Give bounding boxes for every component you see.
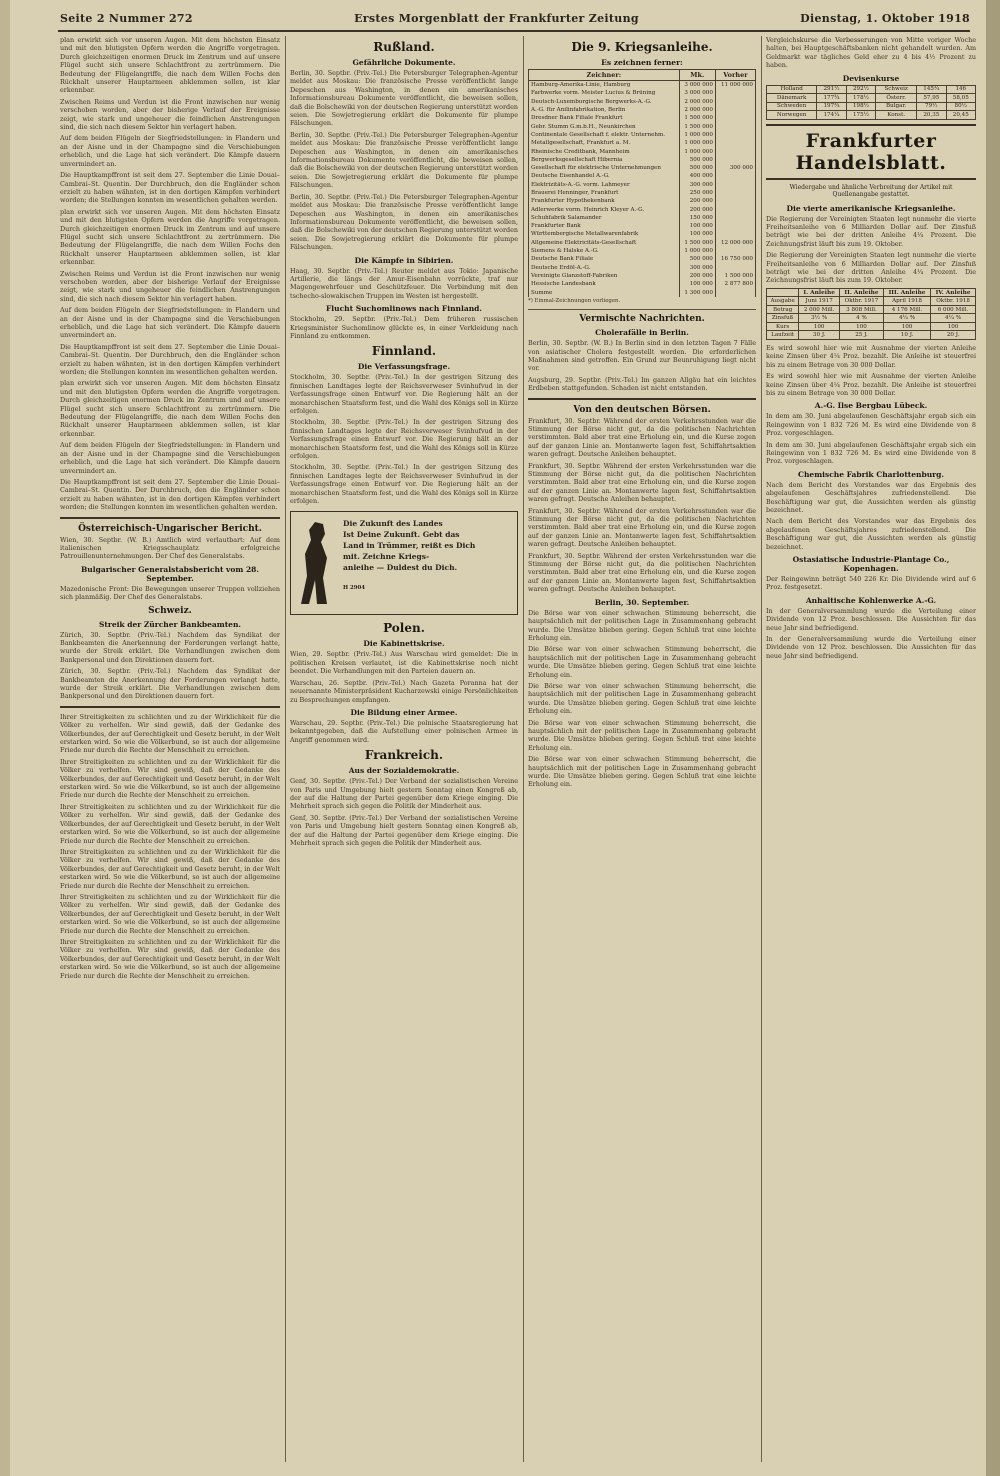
- previous-amount-cell: [715, 264, 755, 272]
- header-page-number: Seite 2 Nummer 272: [60, 11, 193, 25]
- swiss-heading: Schweiz.: [148, 605, 192, 616]
- subscriber-name-cell: Vereinigte Glanzstoff-Fabriken: [529, 272, 680, 280]
- flight-heading: Flucht Suchomlinows nach Finnland.: [325, 304, 483, 314]
- subscriber-name-cell: Deutsche Eisenhandel A.-G.: [529, 172, 680, 180]
- poland-text: Wien, 29. Septbr. (Priv.-Tel.) Aus Warschau wird gemeldet: Die in politischen Kreisen verlautet, ist die Kabinettskrise noch nicht beendet. Die Verhandlungen mit den Parteien dauern an.: [290, 650, 518, 676]
- subscriber-name-cell: Hessische Landesbank: [529, 280, 680, 288]
- previous-amount-cell: [715, 147, 755, 155]
- france-text: Genf, 30. Septbr. (Priv.-Tel.) Der Verband der sozialistischen Vereine von Paris und Umgebung hielt gestern Sonntag einen Kongreß ab, der auf die Haltung der Partei gegenüber dem Kriege einging. Die Mehrheit sprach sich gegen die Politik der Minderheit aus.: [290, 777, 518, 811]
- column-4-top-text: Vergleichskurse die Verbesserungen von Mitte voriger Woche halten, bei Hauptgeschäftsbanken nicht gehandelt wurden. Am Geldmarkt war tägliches Geld eher zu 4 bis 4½ Prozent zu haben.: [766, 36, 976, 70]
- amount-cell: 300 000: [679, 181, 715, 189]
- ad-line: Die Zukunft des Landes: [343, 519, 443, 529]
- article-text: Die Regierung der Vereinigten Staaten legt nunmehr die vierte Freiheitsanleihe von 6 Milliarden Dollar auf. Der Zinsfuß beträgt wie bei der dritten Anleihe 4¼ Prozent. Die Zeichnungsfrist läuft bis zum 19. Oktober.: [766, 214, 976, 248]
- misc-subheading: Cholerafälle in Berlin.: [595, 328, 689, 338]
- table-header: Mk.: [679, 70, 715, 81]
- quote-cell: Juni 1917: [799, 297, 840, 306]
- previous-amount-cell: [715, 98, 755, 106]
- column-separator: [761, 36, 762, 1462]
- austria-text: Wien, 30. Septbr. (W. B.) Amtlich wird verlautbart: Auf dem italienischen Kriegsschauplatz erfolgreiche Patrouillenunternehmungen. Der Chef des Generalstabs.: [60, 535, 280, 561]
- quote-cell: Oktbr. 1917: [840, 297, 884, 306]
- loan-footnote: *) Einmal-Zeichnungen vorliegen.: [528, 297, 621, 304]
- table-row: [529, 181, 756, 189]
- amount-cell: 200 000: [679, 272, 715, 280]
- amount-cell: 100 000: [679, 222, 715, 230]
- subscriber-name-cell: Frankfurter Hypothekenbank: [529, 197, 680, 205]
- amount-cell: 1 000 000: [679, 139, 715, 147]
- amount-cell: 100 000: [679, 230, 715, 238]
- table-header: II. Anleihe: [840, 288, 884, 297]
- table-row: [529, 122, 756, 130]
- column-1-paragraph: Auf dem beiden Flügeln der Siegfriedstellungen: in Flandern und an der Aisne und in der Champagne sind die Verschiebungen erheblich, und die Lage hat sich verändert. Die Kämpfe dauern unvermindert an.: [60, 306, 280, 340]
- table-header: I. Anleihe: [799, 288, 840, 297]
- fx-cell: 145¾: [917, 85, 947, 94]
- fx-heading: Devisenkurse: [842, 73, 900, 83]
- amount-cell: 500 000: [679, 156, 715, 164]
- subscriber-name-cell: Farbwerke vorm. Meister Lucius & Brüning: [529, 89, 680, 97]
- table-header: III. Anleihe: [883, 288, 930, 297]
- finland-text: Stockholm, 30. Septbr. (Priv.-Tel.) In der gestrigen Sitzung des finnischen Landtages legte der Reichsverweser Svinhufvud in der Verfassungsfrage einen Entwurf vor. Die Regierung hält an der monarchischen Staatsform fest, und die Wahl des Königs soll in Kürze erfolgen.: [290, 418, 518, 461]
- amount-cell: 1 000 000: [679, 131, 715, 139]
- column-4: [766, 36, 976, 1462]
- previous-amount-cell: [715, 288, 755, 296]
- bourse-heading: Von den deutschen Börsen.: [573, 404, 711, 415]
- ad-line: Land in Trümmer, reißt es Dich: [343, 541, 476, 551]
- misc-heading: Vermischte Nachrichten.: [579, 314, 705, 325]
- article-text: Nach dem Bericht des Vorstandes war das Ergebnis des abgelaufenen Geschäftsjahres zufriedenstellend. Die Beschäftigung war gut, die Aussichten werden als günstig bezeichnet.: [766, 480, 976, 514]
- table-row: [529, 189, 756, 197]
- previous-amount-cell: [715, 156, 755, 164]
- finland-subheading: Die Verfassungsfrage.: [357, 362, 451, 372]
- column-separator: [285, 36, 286, 1462]
- header-rule: [58, 30, 970, 32]
- column-1-paragraph: plan erwirkt sich vor unseren Augen. Mit dem höchsten Einsatz und mit den blutigsten Opfern werden die Angriffe vorgetragen. Durch gleichzeitigen enormen Druck im Zentrum und auf unsere Flügel sucht sich unsere Schlachtfront zu zertrümmern. Die Bedeutung der Flügelangriffe, die nach dem Willen Fochs den Rückhalt unserer Hauptarmeen abklemmen sollen, ist klar erkennbar.: [60, 36, 280, 95]
- previous-amount-cell: 12 000 000: [715, 239, 755, 247]
- table-row: [529, 264, 756, 272]
- fx-cell: 197¾: [817, 102, 847, 111]
- misc-text: Berlin, 30. Septbr. (W. B.) In Berlin sind in den letzten Tagen 7 Fälle von asiatischer Cholera festgestellt worden. Die erforderlichen Maßnahmen sind getroffen. Ein Grund zur Beunruhigung liegt nicht vor.: [528, 339, 756, 373]
- berlin-bourse-text: Die Börse war von einer schwachen Stimmung beherrscht, die hauptsächlich mit der politischen Lage in Zusammenhang gebracht wurde. Die Umsätze blieben gering. Gegen Schluß trat eine leichte Erholung ein.: [528, 755, 756, 789]
- fx-cell: Konst.: [876, 111, 917, 120]
- berlin-bourse-text: Die Börse war von einer schwachen Stimmung beherrscht, die hauptsächlich mit der politischen Lage in Zusammenhang gebracht wurde. Die Umsätze blieben gering. Gegen Schluß trat eine leichte Erholung ein.: [528, 608, 756, 642]
- swiss-subheading: Streik der Zürcher Bankbeamten.: [98, 619, 242, 629]
- amount-cell: 1 000 000: [679, 247, 715, 255]
- previous-amount-cell: [715, 197, 755, 205]
- previous-amount-cell: [715, 222, 755, 230]
- table-row: [767, 305, 976, 314]
- quote-cell: 25 J.: [840, 331, 884, 340]
- soldier-figure-icon: [297, 518, 337, 608]
- quote-cell: Betrag: [767, 305, 799, 314]
- table-header: Zeichner:: [529, 70, 680, 81]
- bourse-text: Frankfurt, 30. Septbr. Während der ersten Verkehrsstunden war die Stimmung der Börse nicht gut, da die politischen Nachrichten verstimmten. Bald aber trat eine Erholung ein, und die Kurse zogen auf der ganzen Linie an. Montanwerte lagen fest, Schiffahrtsaktien waren gefragt. Deutsche Anleihen behauptet.: [528, 506, 756, 549]
- section-rule: [60, 517, 280, 519]
- fx-cell: Österr.: [876, 94, 917, 103]
- amount-cell: 500 000: [679, 164, 715, 172]
- article-text: Es wird sowohl hier wie mit Ausnahme der vierten Anleihe keine Zinsen über 4¼ Proz. bezahlt. Die Anleihe ist steuerfrei bis zu einem Betrage von 30 000 Dollar.: [766, 372, 976, 397]
- amount-cell: 1 500 000: [679, 122, 715, 130]
- page-header: [60, 10, 970, 26]
- fx-cell: 58,05: [946, 94, 975, 103]
- quote-cell: 3 808 Mill.: [840, 305, 884, 314]
- fx-cell: Schweden: [767, 102, 817, 111]
- fx-cell: Bulgar.: [876, 102, 917, 111]
- subscriber-name-cell: Continentale Gesellschaft f. elektr. Unternehm.: [529, 131, 680, 139]
- berlin-bourse-heading: Berlin, 30. September.: [594, 597, 690, 607]
- fx-cell: 292½: [846, 85, 876, 94]
- quote-cell: 30 J.: [799, 331, 840, 340]
- table-row: [529, 114, 756, 122]
- table-row: [529, 89, 756, 97]
- column-1-bottom-paragraph: Ihrer Streitigkeiten zu schlichten und zu der Wirklichkeit für die Völker zu verhelfen. Wir sind gewiß, daß der Gedanke des Völkerbundes, der auf Gerechtigkeit und Gesetz beruht, in der Welt erstarken wird. So wie die Völkerbund, so ist auch der allgemeine Friede nur durch die Rechte der Menschheit zu erreichen.: [60, 712, 280, 755]
- article-heading: Die vierte amerikanische Kriegsanleihe.: [786, 203, 956, 213]
- subscriber-name-cell: Metallgesellschaft, Frankfurt a. M.: [529, 139, 680, 147]
- france-subheading: Aus der Sozialdemokratie.: [348, 766, 460, 776]
- table-row: [767, 111, 976, 120]
- fx-cell: 174¼: [817, 111, 847, 120]
- amount-cell: 3 000 000: [679, 89, 715, 97]
- handelsblatt-masthead: Frankfurter Handelsblatt.: [766, 124, 976, 180]
- quote-cell: 10 J.: [883, 331, 930, 340]
- table-row: [529, 131, 756, 139]
- handelsblatt-subtitle: Wiedergabe und ähnliche Verbreitung der Artikel mit Quellenangabe gestattet.: [789, 183, 953, 198]
- table-row: [529, 222, 756, 230]
- column-1-bottom-paragraph: Ihrer Streitigkeiten zu schlichten und zu der Wirklichkeit für die Völker zu verhelfen. Wir sind gewiß, daß der Gedanke des Völkerbundes, der auf Gerechtigkeit und Gesetz beruht, in der Welt erstarken wird. So wie die Völkerbund, so ist auch der allgemeine Friede nur durch die Rechte der Menschheit zu erreichen.: [60, 937, 280, 980]
- article-heading: Chemische Fabrik Charlottenburg.: [798, 469, 944, 479]
- france-heading: Frankreich.: [364, 748, 444, 763]
- column-1-paragraph: Die Hauptkampffront ist seit dem 27. September die Linie Douai–Cambrai–St. Quentin. Der Durchbruch, den die Engländer schon erzielt zu haben wähnten, ist in den dortigen Kämpfen verhindert worden; die Stellungen konnten im wesentlichen gehalten werden.: [60, 171, 280, 205]
- previous-amount-cell: [715, 114, 755, 122]
- previous-amount-cell: 11 000 000: [715, 81, 755, 90]
- siberia-heading: Die Kämpfe in Sibirien.: [354, 255, 454, 265]
- previous-amount-cell: [715, 122, 755, 130]
- russia-text: Berlin, 30. Septbr. (Priv.-Tel.) Die Petersburger Telegraphen-Agentur meldet aus Moskau: Die französische Presse veröffentlicht lange Depeschen aus Washington, in denen ein amerikanisches Informationsbureau Dokumente veröffentlicht, die beweisen sollen, daß die Bolschewiki von der deutschen Regierung unterstützt worden seien. Die Sowjetregierung erklärt die Dokumente für plumpe Fälschungen.: [290, 192, 518, 252]
- table-row: [529, 288, 756, 296]
- column-2: [290, 36, 518, 1462]
- article-text: Die Regierung der Vereinigten Staaten legt nunmehr die vierte Freiheitsanleihe von 6 Milliarden Dollar auf. Der Zinsfuß beträgt wie bei der dritten Anleihe 4¼ Prozent. Die Zeichnungsfrist läuft bis zum 19. Oktober.: [766, 251, 976, 285]
- ad-line: anleihe — Duldest du Dich.: [343, 563, 458, 573]
- previous-amount-cell: [715, 205, 755, 213]
- berlin-bourse-text: Die Börse war von einer schwachen Stimmung beherrscht, die hauptsächlich mit der politischen Lage in Zusammenhang gebracht wurde. Die Umsätze blieben gering. Gegen Schluß trat eine leichte Erholung ein.: [528, 718, 756, 752]
- poland-subheading: Die Kabinettskrise.: [363, 639, 445, 649]
- subscriber-name-cell: Rheinische Creditbank, Mannheim: [529, 147, 680, 155]
- berlin-bourse-text: Die Börse war von einer schwachen Stimmung beherrscht, die hauptsächlich mit der politischen Lage in Zusammenhang gebracht wurde. Die Umsätze blieben gering. Gegen Schluß trat eine leichte Erholung ein.: [528, 645, 756, 679]
- finland-text: Stockholm, 30. Septbr. (Priv.-Tel.) In der gestrigen Sitzung des finnischen Landtages legte der Reichsverweser Svinhufvud in der Verfassungsfrage einen Entwurf vor. Die Regierung hält an der monarchischen Staatsform fest, und die Wahl des Königs soll in Kürze erfolgen.: [290, 463, 518, 506]
- fx-cell: 57,95: [917, 94, 947, 103]
- amount-cell: 3 000 000: [679, 81, 715, 90]
- previous-amount-cell: [715, 106, 755, 114]
- finland-text: Stockholm, 30. Septbr. (Priv.-Tel.) In der gestrigen Sitzung des finnischen Landtages legte der Reichsverweser Svinhufvud in der Verfassungsfrage einen Entwurf vor. Die Regierung hält an der monarchischen Staatsform fest, und die Wahl des Königs soll in Kürze erfolgen.: [290, 373, 518, 415]
- russia-text: Berlin, 30. Septbr. (Priv.-Tel.) Die Petersburger Telegraphen-Agentur meldet aus Moskau: Die französische Presse veröffentlicht lange Depeschen aus Washington, in denen ein amerikanisches Informationsbureau Dokumente veröffentlicht, die beweisen sollen, daß die Bolschewiki von der deutschen Regierung unterstützt worden seien. Die Sowjetregierung erklärt die Dokumente für plumpe Fälschungen.: [290, 130, 518, 190]
- table-row: [529, 172, 756, 180]
- header-newspaper-title: Erstes Morgenblatt der Frankfurter Zeitung: [354, 11, 639, 25]
- table-row: [767, 322, 976, 331]
- table-row: [767, 331, 976, 340]
- fx-cell: 80½: [946, 102, 975, 111]
- austria-heading: Österreichisch-Ungarischer Bericht.: [78, 523, 262, 534]
- amount-cell: 2 000 000: [679, 106, 715, 114]
- quote-cell: 2 000 Mill.: [799, 305, 840, 314]
- fx-cell: Holland: [767, 85, 817, 94]
- quote-cell: 4¼ %: [931, 314, 976, 323]
- subscriber-name-cell: Adlerwerke vorm. Heinrich Kleyer A.-G.: [529, 205, 680, 213]
- table-row: [529, 164, 756, 172]
- column-1-bottom-paragraph: Ihrer Streitigkeiten zu schlichten und zu der Wirklichkeit für die Völker zu verhelfen. Wir sind gewiß, daß der Gedanke des Völkerbundes, der auf Gerechtigkeit und Gesetz beruht, in der Welt erstarken wird. So wie die Völkerbund, so ist auch der allgemeine Friede nur durch die Rechte der Menschheit zu erreichen.: [60, 892, 280, 935]
- amount-cell: 1 500 000: [679, 239, 715, 247]
- russia-text: Berlin, 30. Septbr. (Priv.-Tel.) Die Petersburger Telegraphen-Agentur meldet aus Moskau: Die französische Presse veröffentlicht lange Depeschen aus Washington, in denen ein amerikanisches Informationsbureau Dokumente veröffentlicht, die beweisen sollen, daß die Bolschewiki von der deutschen Regierung unterstützt worden seien. Die Sowjetregierung erklärt die Dokumente für plumpe Fälschungen.: [290, 69, 518, 128]
- war-loan-heading: Die 9. Kriegsanleihe.: [571, 40, 713, 54]
- fx-cell: 178½: [846, 94, 876, 103]
- quote-cell: 20 J.: [931, 331, 976, 340]
- article-heading: Ostasiatische Industrie-Plantage Co., Kopenhagen.: [792, 555, 950, 573]
- bulgaria-heading: Bulgarischer Generalstabsbericht vom 28. September.: [80, 564, 260, 583]
- quote-cell: Zinsfuß: [767, 314, 799, 323]
- loan-comparison-table: [766, 288, 976, 340]
- column-separator: [523, 36, 524, 1462]
- column-1-paragraph: Auf dem beiden Flügeln der Siegfriedstellungen: in Flandern und an der Aisne und in der Champagne sind die Verschiebungen erheblich, und die Lage hat sich verändert. Die Kämpfe dauern unvermindert an.: [60, 134, 280, 168]
- subscriber-name-cell: Hamburg-Amerika-Linie, Hamburg: [529, 81, 680, 90]
- amount-cell: 200 000: [679, 197, 715, 205]
- previous-amount-cell: [715, 139, 755, 147]
- subscriber-name-cell: A.-G. für Anilinfabrikation, Berlin: [529, 106, 680, 114]
- column-1-paragraph: Die Hauptkampffront ist seit dem 27. September die Linie Douai–Cambrai–St. Quentin. Der Durchbruch, den die Engländer schon erzielt zu haben wähnten, ist in den dortigen Kämpfen verhindert worden; die Stellungen konnten im wesentlichen gehalten werden.: [60, 342, 280, 377]
- fx-cell: 291½: [817, 85, 847, 94]
- fx-cell: Dänemark: [767, 94, 817, 103]
- bourse-text: Frankfurt, 30. Septbr. Während der ersten Verkehrsstunden war die Stimmung der Börse nicht gut, da die politischen Nachrichten verstimmten. Bald aber trat eine Erholung ein, und die Kurse zogen auf der ganzen Linie an. Montanwerte lagen fest, Schiffahrtsaktien waren gefragt. Deutsche Anleihen behauptet.: [528, 416, 756, 459]
- army-subheading: Die Bildung einer Armee.: [350, 707, 458, 717]
- table-header: [767, 288, 799, 297]
- subscriber-name-cell: Brauerei Henninger, Frankfurt: [529, 189, 680, 197]
- table-row: [529, 98, 756, 106]
- amount-cell: 2 000 000: [679, 98, 715, 106]
- previous-amount-cell: 1 500 000: [715, 272, 755, 280]
- quote-cell: 4¼ %: [883, 314, 930, 323]
- article-heading: Anhaltische Kohlenwerke A.-G.: [805, 595, 937, 605]
- quote-cell: 6 000 Mill.: [931, 305, 976, 314]
- quote-cell: 100: [883, 322, 930, 331]
- fx-cell: Schweiz: [876, 85, 917, 94]
- bourse-text: Frankfurt, 30. Septbr. Während der ersten Verkehrsstunden war die Stimmung der Börse nicht gut, da die politischen Nachrichten verstimmten. Bald aber trat eine Erholung ein, und die Kurse zogen auf der ganzen Linie an. Montanwerte lagen fest, Schiffahrtsaktien waren gefragt. Deutsche Anleihen behauptet.: [528, 551, 756, 594]
- fx-cell: 20,35: [917, 111, 947, 120]
- table-row: [529, 280, 756, 288]
- previous-amount-cell: [715, 230, 755, 238]
- table-row: [529, 214, 756, 222]
- previous-amount-cell: 300 000: [715, 164, 755, 172]
- table-row: [529, 255, 756, 263]
- amount-cell: 1 300 000: [679, 288, 715, 296]
- previous-amount-cell: [715, 214, 755, 222]
- fx-cell: Norwegen: [767, 111, 817, 120]
- france-text: Genf, 30. Septbr. (Priv.-Tel.) Der Verband der sozialistischen Vereine von Paris und Umgebung hielt gestern Sonntag einen Kongreß ab, der auf die Haltung der Partei gegenüber dem Kriege einging. Die Mehrheit sprach sich gegen die Politik der Minderheit aus.: [290, 813, 518, 847]
- quote-cell: 100: [799, 322, 840, 331]
- amount-cell: 1 500 000: [679, 114, 715, 122]
- poland-heading: Polen.: [383, 621, 425, 636]
- table-row: [529, 139, 756, 147]
- column-1-bottom-paragraph: Ihrer Streitigkeiten zu schlichten und zu der Wirklichkeit für die Völker zu verhelfen. Wir sind gewiß, daß der Gedanke des Völkerbundes, der auf Gerechtigkeit und Gesetz beruht, in der Welt erstarken wird. So wie die Völkerbund, so ist auch der allgemeine Friede nur durch die Rechte der Menschheit zu erreichen.: [60, 802, 280, 845]
- column-1-paragraph: Die Hauptkampffront ist seit dem 27. September die Linie Douai–Cambrai–St. Quentin. Der Durchbruch, den die Engländer schon erzielt zu haben wähnten, ist in den dortigen Kämpfen verhindert worden; die Stellungen konnten im wesentlichen gehalten werden.: [60, 477, 280, 512]
- column-1-bottom-paragraph: Ihrer Streitigkeiten zu schlichten und zu der Wirklichkeit für die Völker zu verhelfen. Wir sind gewiß, daß der Gedanke des Völkerbundes, der auf Gerechtigkeit und Gesetz beruht, in der Welt erstarken wird. So wie die Völkerbund, so ist auch der allgemeine Friede nur durch die Rechte der Menschheit zu erreichen.: [60, 847, 280, 890]
- table-row: [529, 239, 756, 247]
- table-row: [767, 85, 976, 94]
- ad-line: Ist Deine Zukunft. Gebt das: [343, 530, 460, 540]
- article-text: In dem am 30. Juni abgelaufenen Geschäftsjahr ergab sich ein Reingewinn von 1 832 726 M. Es wird eine Dividende von 8 Proz. vorgeschlagen.: [766, 440, 976, 466]
- header-date: Dienstag, 1. Oktober 1918: [800, 11, 970, 25]
- previous-amount-cell: 16 750 000: [715, 255, 755, 263]
- army-text: Warschau, 29. Septbr. (Priv.-Tel.) Die polnische Staatsregierung hat bekanntgegeben, daß die Aufstellung einer polnischen Armee in Angriff genommen wird.: [290, 718, 518, 744]
- column-1-paragraph: plan erwirkt sich vor unseren Augen. Mit dem höchsten Einsatz und mit den blutigsten Opfern werden die Angriffe vorgetragen. Durch gleichzeitigen enormen Druck im Zentrum und auf unsere Flügel sucht sich unsere Schlachtfront zu zertrümmern. Die Bedeutung der Flügelangriffe, die nach dem Willen Fochs den Rückhalt unserer Hauptarmeen abklemmen sollen, ist klar erkennbar.: [60, 379, 280, 438]
- fx-cell: 198½: [846, 102, 876, 111]
- quote-cell: Ausgabe: [767, 297, 799, 306]
- subscriber-name-cell: Summe: [529, 288, 680, 296]
- subscriber-name-cell: Dresdner Bank Filiale Frankfurt: [529, 114, 680, 122]
- subscriber-name-cell: Gebr. Stumm G.m.b.H., Neunkirchen: [529, 122, 680, 130]
- article-text: Es wird sowohl hier wie mit Ausnahme der vierten Anleihe keine Zinsen über 4¼ Proz. bezahlt. Die Anleihe ist steuerfrei bis zu einem Betrage von 30 000 Dollar.: [766, 343, 976, 369]
- quote-cell: April 1918: [883, 297, 930, 306]
- table-row: [767, 314, 976, 323]
- column-1-paragraph: Auf dem beiden Flügeln der Siegfriedstellungen: in Flandern und an der Aisne und in der Champagne sind die Verschiebungen erheblich, und die Lage hat sich verändert. Die Kämpfe dauern unvermindert an.: [60, 441, 280, 475]
- subscriber-name-cell: Deutsch-Luxemburgische Bergwerks-A.-G.: [529, 98, 680, 106]
- previous-amount-cell: [715, 89, 755, 97]
- column-1: [60, 36, 280, 1462]
- previous-amount-cell: [715, 172, 755, 180]
- section-rule: [528, 398, 756, 400]
- subscriber-name-cell: Bergwerksgesellschaft Hibernia: [529, 156, 680, 164]
- amount-cell: 250 000: [679, 189, 715, 197]
- amount-cell: 200 000: [679, 205, 715, 213]
- previous-amount-cell: [715, 131, 755, 139]
- article-text: Der Reingewinn beträgt 540 226 Kr. Die Dividende wird auf 6 Proz. festgesetzt.: [766, 575, 976, 592]
- fx-cell: 20,45: [946, 111, 975, 120]
- article-text: In der Generalversammlung wurde die Verteilung einer Dividende von 12 Proz. beschlossen. Die Aussichten für das neue Jahr sind befriedigend.: [766, 606, 976, 632]
- amount-cell: 300 000: [679, 264, 715, 272]
- war-loan-subheading: Es zeichnen ferner:: [601, 58, 683, 67]
- finland-heading: Finnland.: [371, 344, 437, 359]
- amount-cell: 100 000: [679, 280, 715, 288]
- previous-amount-cell: [715, 181, 755, 189]
- article-text: In dem am 30. Juni abgelaufenen Geschäftsjahr ergab sich ein Reingewinn von 1 832 726 M. Es wird eine Dividende von 8 Proz. vorgeschlagen.: [766, 412, 976, 438]
- quake-text: Augsburg, 29. Septbr. (Priv.-Tel.) Im ganzen Allgäu hat ein leichtes Erdbeben stattgefunden. Schaden ist nicht entstanden.: [528, 375, 756, 393]
- subscriber-name-cell: Deutsche Bank Filiale: [529, 255, 680, 263]
- bourse-text: Frankfurt, 30. Septbr. Während der ersten Verkehrsstunden war die Stimmung der Börse nicht gut, da die politischen Nachrichten verstimmten. Bald aber trat eine Erholung ein, und die Kurse zogen auf der ganzen Linie an. Montanwerte lagen fest, Schiffahrtsaktien waren gefragt. Deutsche Anleihen behauptet.: [528, 461, 756, 504]
- siberia-text: Haag, 30. Septbr. (Priv.-Tel.) Reuter meldet aus Tokio: Japanische Artillerie, die längs der Amur-Eisenbahn vorrückte, traf nur Magengewehrfeuer und Geschützfeuer. Die Verbindung mit den tschecho-slowakischen Truppen im Westen ist hergestellt.: [290, 266, 518, 300]
- fx-cell: 79½: [917, 102, 947, 111]
- section-rule: [528, 309, 756, 310]
- subscriber-name-cell: Württembergische Metallwarenfabrik: [529, 230, 680, 238]
- poland-text: Warschau, 26. Septbr. (Priv.-Tel.) Nach Gazeta Poranna hat der neuernannte Ministerpräsident Kucharzewski einige Persönlichkeiten zu Besprechungen empfangen.: [290, 678, 518, 704]
- page-edge-right: [986, 0, 1000, 1476]
- previous-amount-cell: [715, 189, 755, 197]
- subscriber-name-cell: Siemens & Halske A.-G.: [529, 247, 680, 255]
- quote-cell: Oktbr. 1918: [931, 297, 976, 306]
- swiss-text: Zürich, 30. Septbr. (Priv.-Tel.) Nachdem das Syndikat der Bankbeamten die Anerkennung der Forderungen verlangt hatte, wurde der Streik erklärt. Die Verhandlungen zwischen dem Bankpersonal und den Direktionen dauern fort.: [60, 630, 280, 664]
- previous-amount-cell: 2 877 800: [715, 280, 755, 288]
- table-row: [529, 205, 756, 213]
- subscriber-name-cell: Gesellschaft für elektrische Unternehmungen: [529, 164, 680, 172]
- table-row: [529, 156, 756, 164]
- ad-line: mit. Zeichne Kriegs-: [343, 552, 430, 562]
- table-row: [767, 94, 976, 103]
- quote-cell: 4 %: [840, 314, 884, 323]
- column-1-paragraph: Zwischen Reims und Verdun ist die Front inzwischen nur wenig verschoben worden, aber der bisherige Verlauf der Ereignisse zeigt, wie stark und ungeheuer die feindlichen Anstrengungen sind, die sich nach diesem Sektor hin verlagert haben.: [60, 269, 280, 303]
- amount-cell: 150 000: [679, 214, 715, 222]
- article-text: In der Generalversammlung wurde die Verteilung einer Dividende von 12 Proz. beschlossen. Die Aussichten für das neue Jahr sind befriedigend.: [766, 635, 976, 660]
- table-row: [529, 230, 756, 238]
- quote-cell: Kurs: [767, 322, 799, 331]
- flight-text: Stockholm, 29. Septbr. (Priv.-Tel.) Dem früheren russischen Kriegsminister Suchomlinow glückte es, in einer Verkleidung nach Finnland zu entkommen.: [290, 315, 518, 340]
- table-row: [529, 272, 756, 280]
- quote-cell: 4 176 Mill.: [883, 305, 930, 314]
- table-row: [529, 197, 756, 205]
- column-1-paragraph: Zwischen Reims und Verdun ist die Front inzwischen nur wenig verschoben worden, aber der bisherige Verlauf der Ereignisse zeigt, wie stark und ungeheuer die feindlichen Anstrengungen sind, die sich nach diesem Sektor hin verlagert haben.: [60, 97, 280, 132]
- bulgaria-text: Mazedonische Front: Die Bewegungen unserer Truppen vollziehen sich planmäßig. Der Chef des Generalstabs.: [60, 584, 280, 602]
- ad-code: H 2904: [343, 585, 365, 592]
- subscriber-name-cell: Allgemeine Elektricitäts-Gesellschaft: [529, 239, 680, 247]
- table-row: [767, 102, 976, 111]
- fx-cell: 146: [946, 85, 975, 94]
- subscriber-name-cell: Frankfurter Bank: [529, 222, 680, 230]
- subscriber-name-cell: Elektrizitäts-A.-G. vorm. Lahmeyer: [529, 181, 680, 189]
- war-loan-advertisement: [290, 511, 518, 615]
- quote-cell: 3½ %: [799, 314, 840, 323]
- amount-cell: 1 000 000: [679, 147, 715, 155]
- russia-heading: Rußland.: [373, 40, 435, 54]
- article-heading: A.-G. Ilse Bergbau Lübeck.: [814, 401, 928, 411]
- quote-cell: 100: [931, 322, 976, 331]
- fx-cell: 175½: [846, 111, 876, 120]
- table-row: [529, 106, 756, 114]
- swiss-text: Zürich, 30. Septbr. (Priv.-Tel.) Nachdem das Syndikat der Bankbeamten die Anerkennung der Forderungen verlangt hatte, wurde der Streik erklärt. Die Verhandlungen zwischen dem Bankpersonal und den Direktionen dauern fort.: [60, 667, 280, 701]
- column-1-bottom-paragraph: Ihrer Streitigkeiten zu schlichten und zu der Wirklichkeit für die Völker zu verhelfen. Wir sind gewiß, daß der Gedanke des Völkerbundes, der auf Gerechtigkeit und Gesetz beruht, in der Welt erstarken wird. So wie die Völkerbund, so ist auch der allgemeine Friede nur durch die Rechte der Menschheit zu erreichen.: [60, 757, 280, 800]
- russia-subheading: Gefährliche Dokumente.: [352, 58, 456, 67]
- previous-amount-cell: [715, 247, 755, 255]
- table-row: [767, 297, 976, 306]
- subscriber-name-cell: Schuhfabrik Salamander: [529, 214, 680, 222]
- table-header: Vorher: [715, 70, 755, 81]
- column-1-paragraph: plan erwirkt sich vor unseren Augen. Mit dem höchsten Einsatz und mit den blutigsten Opfern werden die Angriffe vorgetragen. Durch gleichzeitigen enormen Druck im Zentrum und auf unsere Flügel sucht sich unsere Schlachtfront zu zertrümmern. Die Bedeutung der Flügelangriffe, die nach dem Willen Fochs den Rückhalt unserer Hauptarmeen abklemmen sollen, ist klar erkennbar.: [60, 207, 280, 267]
- amount-cell: 400 000: [679, 172, 715, 180]
- quote-cell: 100: [840, 322, 884, 331]
- table-row: [529, 147, 756, 155]
- fx-cell: 177¾: [817, 94, 847, 103]
- subscriber-name-cell: Deutsche Erdöl-A.-G.: [529, 264, 680, 272]
- page-edge-left: [0, 0, 10, 1476]
- fx-table: [766, 85, 976, 120]
- quote-cell: Laufzeit: [767, 331, 799, 340]
- amount-cell: 500 000: [679, 255, 715, 263]
- war-loan-table: [528, 69, 756, 297]
- berlin-bourse-text: Die Börse war von einer schwachen Stimmung beherrscht, die hauptsächlich mit der politischen Lage in Zusammenhang gebracht wurde. Die Umsätze blieben gering. Gegen Schluß trat eine leichte Erholung ein.: [528, 681, 756, 716]
- table-header: IV. Anleihe: [931, 288, 976, 297]
- table-row: [529, 247, 756, 255]
- table-row: [529, 81, 756, 90]
- section-rule: [60, 706, 280, 708]
- article-text: Nach dem Bericht des Vorstandes war das Ergebnis des abgelaufenen Geschäftsjahres zufriedenstellend. Die Beschäftigung war gut, die Aussichten werden als günstig bezeichnet.: [766, 517, 976, 551]
- column-3: [528, 36, 756, 1462]
